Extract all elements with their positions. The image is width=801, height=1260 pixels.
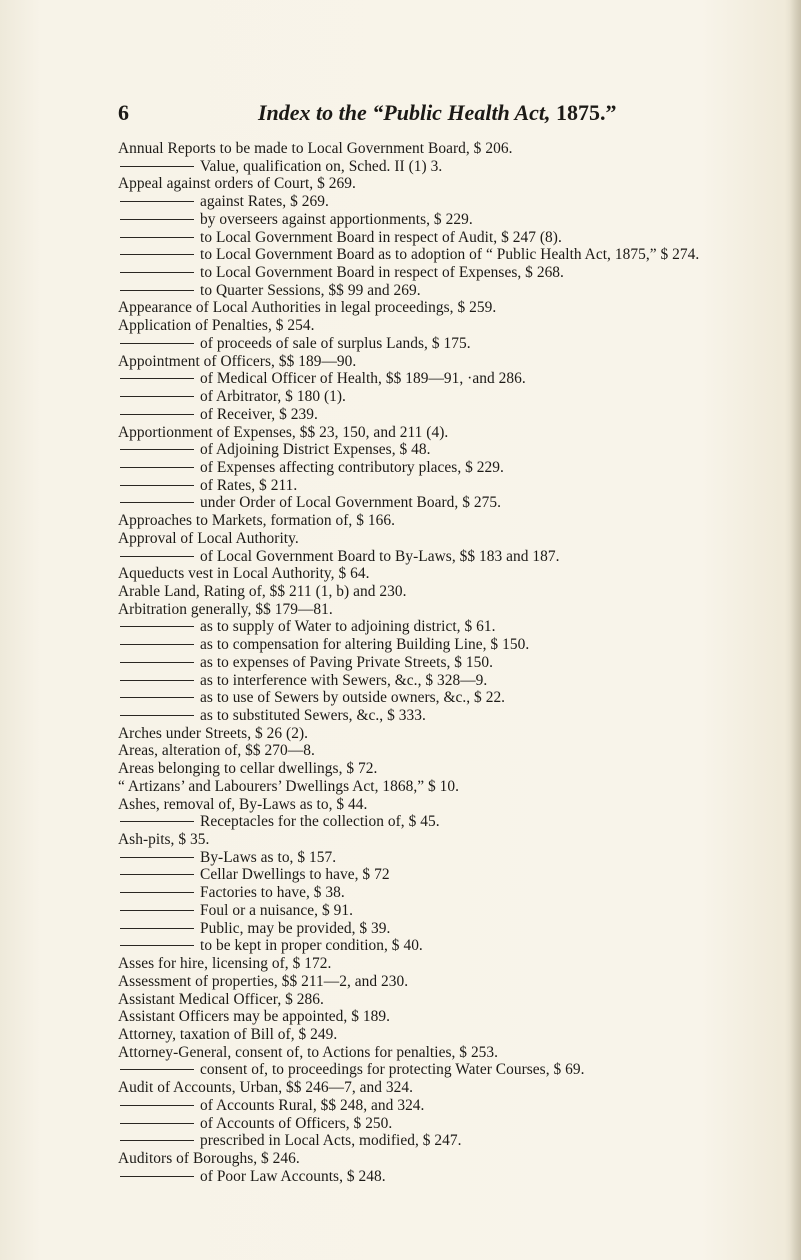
ditto-rule: [118, 654, 196, 664]
ditto-rule: [118, 1061, 196, 1071]
entry-text: Public, may be provided, $ 39.: [200, 919, 391, 937]
index-entry: [118, 955, 788, 973]
entry-text: as to expenses of Paving Private Streets, $ 150.: [200, 653, 494, 671]
entry-text: to be kept in proper condition, $ 40.: [200, 937, 423, 955]
index-subentry: [118, 229, 788, 247]
entry-text: Assistant Officers may be appointed, $ 189.: [118, 1008, 391, 1026]
entry-text: prescribed in Local Acts, modified, $ 247.: [200, 1132, 462, 1150]
index-entry: [118, 796, 788, 814]
index-entry: [118, 1026, 788, 1044]
ditto-rule: [118, 282, 196, 292]
ditto-rule: [118, 193, 196, 203]
index-entry: [118, 317, 788, 335]
entry-text: Ash-pits, $ 35.: [118, 831, 210, 849]
index-subentry: [118, 1115, 788, 1133]
index-subentry: [118, 849, 788, 867]
ditto-rule: [118, 1097, 196, 1107]
ditto-rule: [118, 937, 196, 947]
entry-text: as to supply of Water to adjoining district, $ 61.: [200, 618, 496, 636]
entry-text: Annual Reports to be made to Local Government Board, $ 206.: [118, 140, 513, 157]
ditto-rule: [118, 672, 196, 682]
entry-text: as to substituted Sewers, &c., $ 333.: [200, 707, 426, 724]
index-entry: [118, 1008, 788, 1026]
index-subentry: [118, 494, 788, 512]
index-entry: [118, 140, 788, 158]
ditto-rule: [118, 211, 196, 221]
index-subentry: [118, 636, 788, 654]
index-subentry: [118, 211, 788, 229]
entry-text: to Local Government Board in respect of Audit, $ 247 (8).: [200, 228, 562, 246]
index-subentry: [118, 459, 788, 477]
index-subentry: [118, 264, 788, 282]
index-entry: [118, 991, 788, 1009]
index-subentry: [118, 335, 788, 353]
page-number: 6: [118, 100, 129, 125]
index-entry: [118, 424, 788, 442]
page-header: [0, 100, 801, 130]
running-title: [258, 100, 617, 126]
ditto-rule: [118, 618, 196, 628]
index-subentry: [118, 937, 788, 955]
entry-text: Factories to have, $ 38.: [200, 884, 345, 902]
entry-text: Approval of Local Authority.: [118, 529, 299, 547]
entry-text: Asses for hire, licensing of, $ 172.: [118, 955, 332, 973]
entry-text: Cellar Dwellings to have, $ 72: [200, 866, 390, 884]
running-title-year: 1875.”: [550, 100, 617, 125]
entry-text: to Local Government Board in respect of Expenses, $ 268.: [200, 264, 564, 282]
entry-text: Appeal against orders of Court, $ 269.: [118, 175, 356, 193]
index-subentry: [118, 193, 788, 211]
entry-text: of proceeds of sale of surplus Lands, $ 175.: [200, 334, 471, 352]
index-subentry: [118, 370, 788, 388]
entry-text: Application of Penalties, $ 254.: [118, 317, 315, 335]
entry-text: as to compensation for altering Building Line, $ 150.: [200, 636, 530, 654]
index-entries: [118, 140, 788, 1185]
entry-text: of Expenses affecting contributory places, $ 229.: [200, 458, 504, 476]
index-subentry: [118, 1097, 788, 1115]
entry-text: as to use of Sewers by outside owners, &c., $ 22.: [200, 689, 506, 707]
entry-text: “ Artizans’ and Labourers’ Dwellings Act, 1868,” $ 10.: [118, 777, 460, 795]
entry-text: by overseers against apportionments, $ 229.: [200, 210, 473, 228]
ditto-rule: [118, 158, 196, 168]
index-entry: [118, 601, 788, 619]
ditto-rule: [118, 494, 196, 504]
entry-text: of Rates, $ 211.: [200, 476, 298, 494]
entry-text: Aqueducts vest in Local Authority, $ 64.: [118, 565, 370, 583]
entry-text: to Local Government Board as to adoption of “ Public Health Act, 1875,” $ 274.: [200, 246, 700, 264]
ditto-rule: [118, 636, 196, 646]
ditto-rule: [118, 264, 196, 274]
index-entry: [118, 973, 788, 991]
index-entry: [118, 530, 788, 548]
ditto-rule: [118, 902, 196, 912]
index-subentry: [118, 477, 788, 495]
index-entry: [118, 1079, 788, 1097]
ditto-rule: [118, 849, 196, 859]
index-subentry: [118, 813, 788, 831]
entry-text: against Rates, $ 269.: [200, 193, 329, 211]
entry-text: of Receiver, $ 239.: [200, 405, 318, 423]
ditto-rule: [118, 813, 196, 823]
ditto-rule: [118, 406, 196, 416]
ditto-rule: [118, 884, 196, 894]
entry-text: of Poor Law Accounts, $ 248.: [200, 1167, 386, 1185]
index-entry: [118, 299, 788, 317]
entry-text: Areas, alteration of, $$ 270—8.: [118, 742, 315, 760]
ditto-rule: [118, 246, 196, 256]
index-entry: [118, 1044, 788, 1062]
entry-text: of Local Government Board to By-Laws, $$ 183 and 187.: [200, 547, 560, 565]
ditto-rule: [118, 370, 196, 380]
entry-text: Receptacles for the collection of, $ 45.: [200, 813, 440, 831]
entry-text: of Accounts Rural, $$ 248, and 324.: [200, 1096, 425, 1114]
index-entry: [118, 742, 788, 760]
entry-text: of Accounts of Officers, $ 250.: [200, 1114, 393, 1132]
entry-text: under Order of Local Government Board, $ 275.: [200, 494, 501, 512]
ditto-rule: [118, 920, 196, 930]
index-subentry: [118, 246, 788, 264]
entry-text: of Adjoining District Expenses, $ 48.: [200, 441, 431, 459]
ditto-rule: [118, 477, 196, 487]
ditto-rule: [118, 229, 196, 239]
entry-text: Foul or a nuisance, $ 91.: [200, 901, 353, 919]
index-entry: [118, 565, 788, 583]
running-title-text: Index to the “Public Health Act,: [258, 100, 551, 125]
entry-text: Assistant Medical Officer, $ 286.: [118, 990, 324, 1008]
ditto-rule: [118, 1168, 196, 1178]
index-subentry: [118, 548, 788, 566]
ditto-rule: [118, 866, 196, 876]
index-subentry: [118, 441, 788, 459]
index-entry: [118, 353, 788, 371]
ditto-rule: [118, 335, 196, 345]
index-subentry: [118, 884, 788, 902]
index-subentry: [118, 689, 788, 707]
entry-text: Arches under Streets, $ 26 (2).: [118, 724, 309, 742]
entry-text: to Quarter Sessions, $$ 99 and 269.: [200, 281, 421, 299]
entry-text: Attorney-General, consent of, to Actions for penalties, $ 253.: [118, 1043, 499, 1061]
index-subentry: [118, 388, 788, 406]
ditto-rule: [118, 1132, 196, 1142]
index-subentry: [118, 158, 788, 176]
index-entry: [118, 725, 788, 743]
index-entry: [118, 1150, 788, 1168]
entry-text: Value, qualification on, Sched. II (1) 3.: [200, 157, 443, 175]
index-entry: [118, 583, 788, 601]
entry-text: Assessment of properties, $$ 211—2, and 230.: [118, 972, 409, 990]
entry-text: Appointment of Officers, $$ 189—90.: [118, 352, 357, 370]
entry-text: of Arbitrator, $ 180 (1).: [200, 388, 346, 406]
index-entry: [118, 778, 788, 796]
index-subentry: [118, 282, 788, 300]
index-subentry: [118, 618, 788, 636]
index-subentry: [118, 672, 788, 690]
ditto-rule: [118, 459, 196, 469]
entry-text: Arable Land, Rating of, $$ 211 (1, b) and 230.: [118, 582, 407, 600]
ditto-rule: [118, 1115, 196, 1125]
index-entry: [118, 831, 788, 849]
index-subentry: [118, 866, 788, 884]
entry-text: consent of, to proceedings for protecting Water Courses, $ 69.: [200, 1061, 585, 1079]
index-subentry: [118, 920, 788, 938]
entry-text: as to interference with Sewers, &c., $ 328—9.: [200, 671, 488, 689]
entry-text: Approaches to Markets, formation of, $ 166.: [118, 512, 395, 530]
index-subentry: [118, 707, 788, 725]
entry-text: Arbitration generally, $$ 179—81.: [118, 600, 333, 618]
index-subentry: [118, 1168, 788, 1186]
index-entry: [118, 512, 788, 530]
index-subentry: [118, 406, 788, 424]
index-entry: [118, 175, 788, 193]
index-entry: [118, 760, 788, 778]
entry-text: of Medical Officer of Health, $$ 189—91, ·and 286.: [200, 370, 526, 388]
index-subentry: [118, 1132, 788, 1150]
index-subentry: [118, 1061, 788, 1079]
ditto-rule: [118, 388, 196, 398]
entry-text: Ashes, removal of, By-Laws as to, $ 44.: [118, 795, 368, 813]
ditto-rule: [118, 689, 196, 699]
entry-text: By-Laws as to, $ 157.: [200, 848, 337, 866]
entry-text: Auditors of Boroughs, $ 246.: [118, 1149, 300, 1167]
ditto-rule: [118, 707, 196, 717]
ditto-rule: [118, 548, 196, 558]
entry-text: Areas belonging to cellar dwellings, $ 72.: [118, 760, 378, 778]
entry-text: Attorney, taxation of Bill of, $ 249.: [118, 1025, 338, 1043]
entry-text: Apportionment of Expenses, $$ 23, 150, and 211 (4).: [118, 423, 449, 441]
ditto-rule: [118, 441, 196, 451]
index-subentry: [118, 654, 788, 672]
entry-text: Appearance of Local Authorities in legal proceedings, $ 259.: [118, 299, 497, 317]
entry-text: Audit of Accounts, Urban, $$ 246—7, and 324.: [118, 1079, 414, 1097]
index-subentry: [118, 902, 788, 920]
